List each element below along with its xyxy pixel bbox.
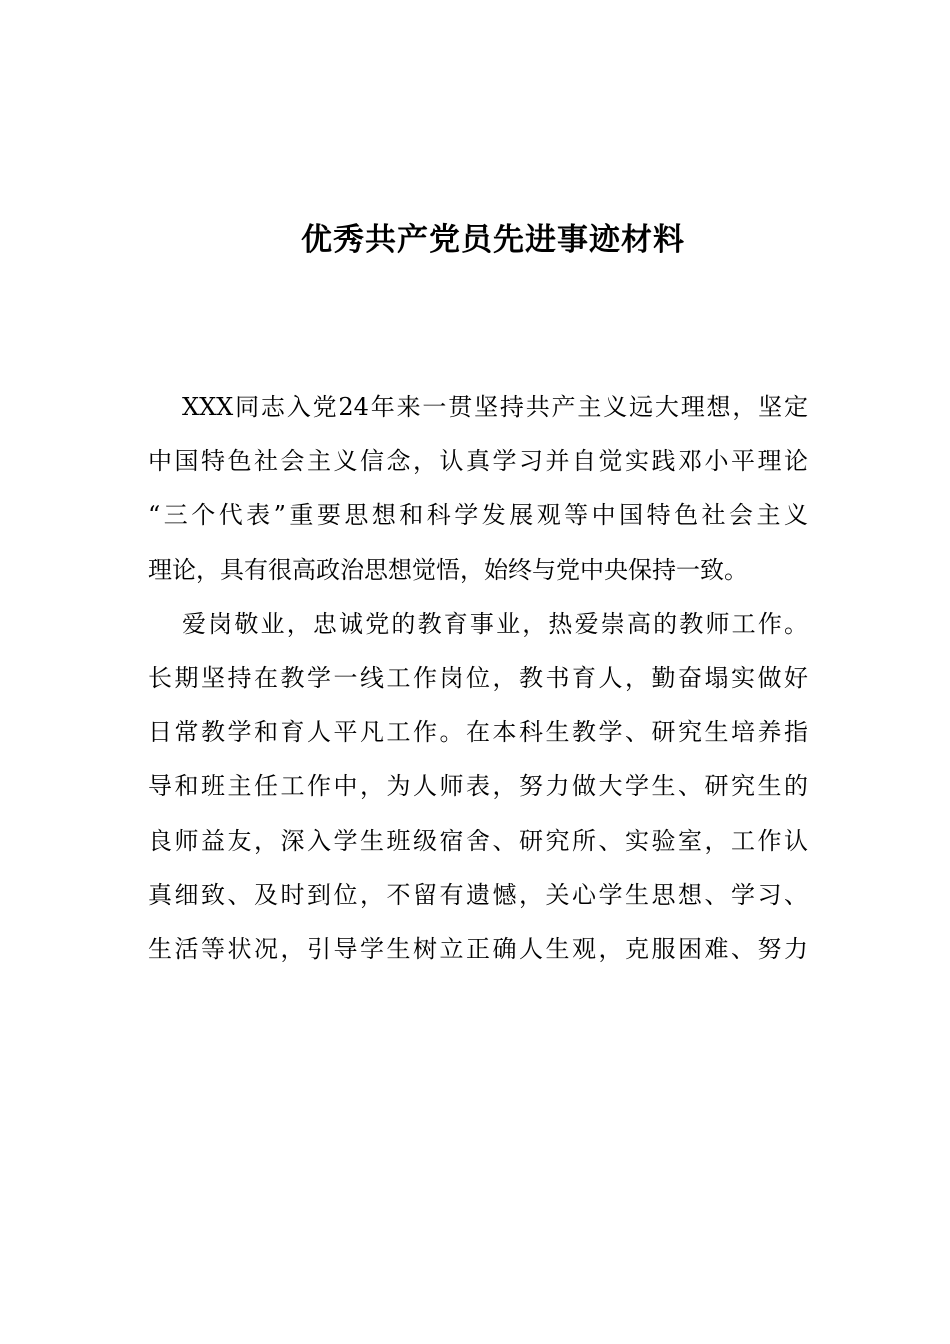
paragraph-line: 导和班主任工作中，为人师表，努力做大学生、研究生的 (148, 772, 808, 801)
paragraph-line: 良师益友，深入学生班级宿舍、研究所、实验室，工作认 (148, 826, 808, 855)
document-body (148, 380, 808, 976)
paragraph-line: XXX同志入党24年来一贯坚持共产主义远大理想，坚定 (182, 393, 808, 421)
paragraph-line: 理论，具有很高政治思想觉悟，始终与党中央保持一致。 (148, 555, 748, 584)
paragraph-line: 日常教学和育人平凡工作。在本科生教学、研究生培养指 (148, 718, 808, 747)
paragraph-line: 长期坚持在教学一线工作岗位，教书育人，勤奋塌实做好 (148, 663, 808, 692)
paragraph-line: 生活等状况，引导学生树立正确人生观，克服困难、努力 (148, 934, 808, 963)
document-title: 优秀共产党员先进事迹材料 (301, 222, 685, 258)
paragraph-line: 真细致、及时到位，不留有遗憾，关心学生思想、学习、 (148, 880, 808, 909)
paragraph-2 (148, 597, 808, 976)
paragraph-1 (148, 380, 808, 597)
paragraph-line: 爱岗敬业，忠诚党的教育事业，热爱崇高的教师工作。 (182, 609, 808, 638)
paragraph-line: 中国特色社会主义信念，认真学习并自觉实践邓小平理论 (148, 447, 808, 476)
paragraph-line: “三个代表”重要思想和科学发展观等中国特色社会主义 (148, 501, 808, 530)
